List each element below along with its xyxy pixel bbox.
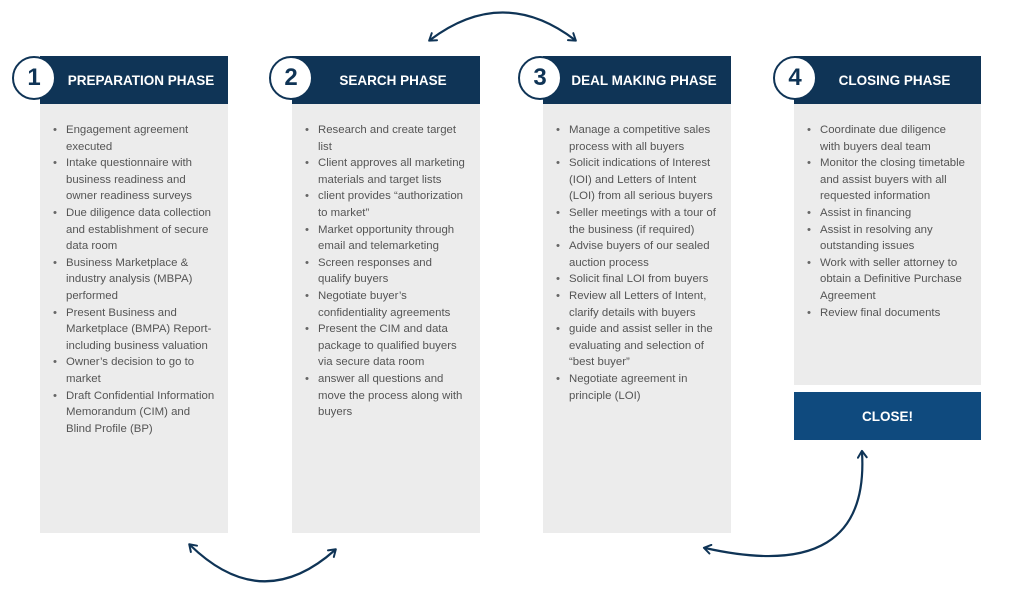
phase-3-number-badge [518, 56, 562, 100]
phase-1-number: 1 [27, 64, 41, 91]
phase-1-number-badge [12, 56, 56, 100]
list-item: • Client approves all marketing materials and target lists [305, 155, 468, 188]
list-item: • Engagement agreement executed [53, 122, 216, 155]
list-item: • Monitor the closing timetable and assist buyers with all requested information [807, 155, 969, 205]
list-item: • Present Business and Marketplace (BMPA) Report- including business valuation [53, 305, 216, 355]
list-item: • client provides “authorization to market” [305, 188, 468, 221]
phase-3-header: DEAL MAKING PHASE [543, 56, 731, 104]
list-item: • Advise buyers of our sealed auction process [556, 238, 719, 271]
list-item: • Present the CIM and data package to qualified buyers via secure data room [305, 321, 468, 371]
close-box: CLOSE! [794, 392, 981, 440]
list-item: • Screen responses and qualify buyers [305, 255, 468, 288]
list-item: • Review final documents [807, 305, 969, 322]
list-item: • guide and assist seller in the evaluating and selection of “best buyer” [556, 321, 719, 371]
list-item: • Solicit final LOI from buyers [556, 271, 719, 288]
list-item: • Assist in financing [807, 205, 969, 222]
top-double-arrow [430, 13, 575, 41]
phase-1-header: PREPARATION PHASE [40, 56, 228, 104]
phase-2-header: SEARCH PHASE [292, 56, 480, 104]
list-item: • Owner’s decision to go to market [53, 354, 216, 387]
list-item: • Negotiate buyer’s confidentiality agreements [305, 288, 468, 321]
list-item: • answer all questions and move the process along with buyers [305, 371, 468, 421]
list-item: • Business Marketplace & industry analysis (MBPA) performed [53, 255, 216, 305]
phase-4-number: 4 [788, 64, 802, 91]
list-item: • Intake questionnaire with business readiness and owner readiness surveys [53, 155, 216, 205]
phase-2-number: 2 [284, 64, 298, 91]
list-item: • Manage a competitive sales process with all buyers [556, 122, 719, 155]
phase-4-header: CLOSING PHASE [794, 56, 981, 104]
phase-2-number-badge [269, 56, 313, 100]
list-item: • Seller meetings with a tour of the business (if required) [556, 205, 719, 238]
list-item: • Solicit indications of Interest (IOI) and Letters of Intent (LOI) from all serious buyers [556, 155, 719, 205]
bottom-left-double-arrow [190, 545, 335, 581]
list-item: • Draft Confidential Information Memorandum (CIM) and Blind Profile (BP) [53, 388, 216, 438]
list-item: • Due diligence data collection and establishment of secure data room [53, 205, 216, 255]
list-item: • Assist in resolving any outstanding issues [807, 222, 969, 255]
list-item: • Negotiate agreement in principle (LOI) [556, 371, 719, 404]
list-item: • Review all Letters of Intent, clarify details with buyers [556, 288, 719, 321]
list-item: • Market opportunity through email and telemarketing [305, 222, 468, 255]
list-item: • Research and create target list [305, 122, 468, 155]
list-item: • Coordinate due diligence with buyers deal team [807, 122, 969, 155]
list-item: • Work with seller attorney to obtain a Definitive Purchase Agreement [807, 255, 969, 305]
phase-4-number-badge [773, 56, 817, 100]
bottom-right-arrow [705, 452, 862, 556]
phase-3-number: 3 [533, 64, 547, 91]
